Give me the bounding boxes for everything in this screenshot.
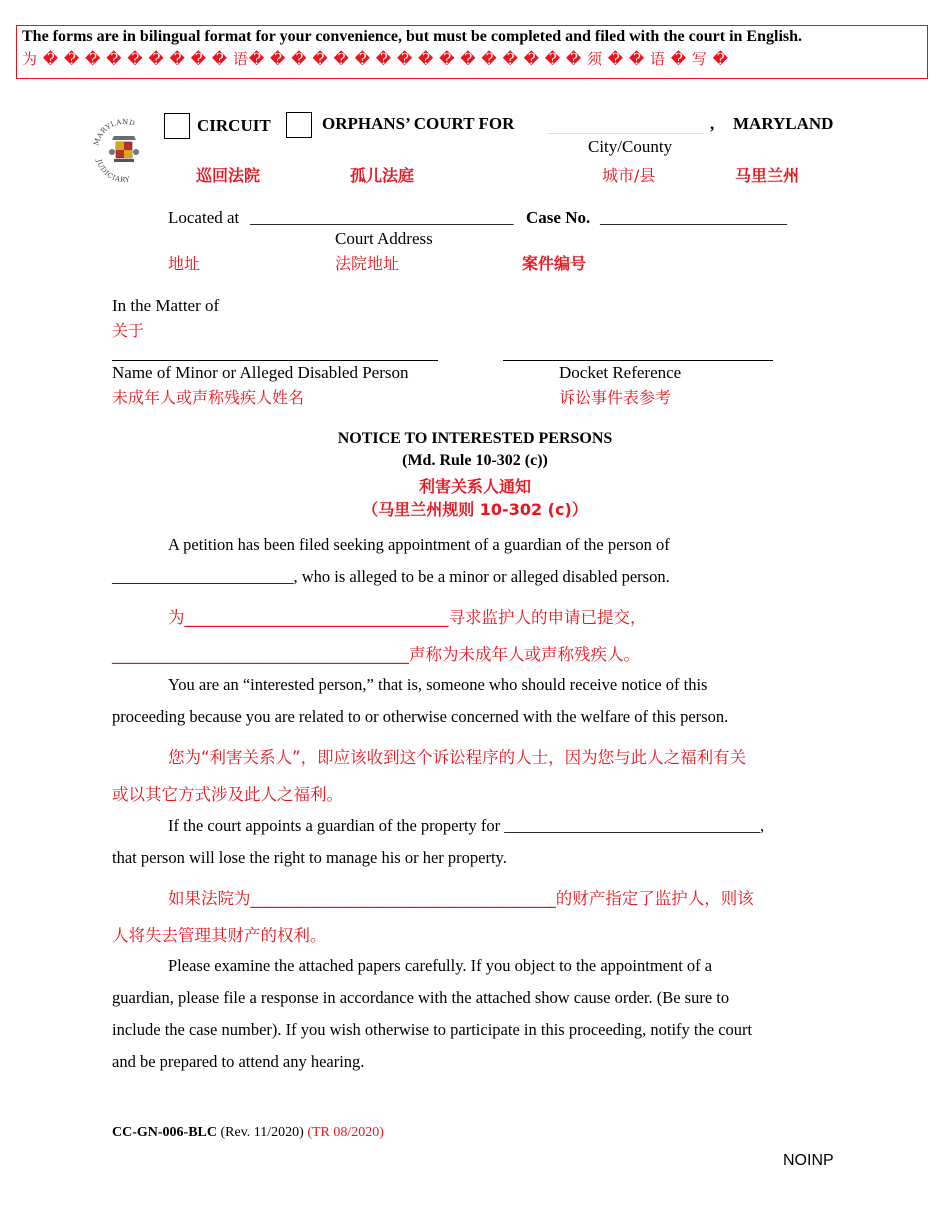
seal-bottom-text: JUDICIARY	[94, 158, 131, 185]
in-the-matter-of-label-zh: 关于	[112, 321, 145, 340]
paragraph-petition-zh-line2: ____________________________________声称为未成年人或声称残疾人。	[112, 645, 640, 664]
docket-reference-field[interactable]	[503, 360, 773, 361]
notice-rule-zh: （马里兰州规则 10-302 (c)）	[362, 500, 588, 519]
paragraph-property-guardian-line2: that person will lose the right to manage his or her property.	[112, 848, 507, 867]
city-county-caption-zh: 城市/县	[602, 166, 656, 185]
maryland-judiciary-seal-icon	[92, 112, 156, 186]
case-number-label: Case No.	[526, 208, 591, 227]
bilingual-notice-chinese: 为 � � � � � � � � � 语� � � � � � � � � � � � � � � � 须 � � 语 � 写 �	[22, 52, 730, 68]
orphans-court-label: ORPHANS’ COURT FOR	[322, 114, 515, 133]
case-number-label-zh: 案件编号	[522, 254, 587, 273]
paragraph-petition-line1: A petition has been filed seeking appointment of a guardian of the person of	[168, 535, 670, 554]
located-at-label: Located at	[168, 208, 240, 227]
paragraph-property-guardian-zh-line2: 人将失去管理其财产的权利。	[112, 926, 327, 945]
paragraph-property-guardian	[112, 810, 842, 874]
address-label-zh: 地址	[168, 254, 201, 273]
paragraph-instructions-line2: guardian, please file a response in accordance with the attached show cause order. (Be sure to	[112, 988, 730, 1007]
paragraph-interested-person	[112, 669, 842, 733]
paragraph-instructions-line1: Please examine the attached papers carefully. If you object to the appointment of a	[168, 956, 713, 975]
notice-title: NOTICE TO INTERESTED PERSONS	[337, 430, 613, 447]
docket-reference-caption: Docket Reference	[559, 363, 682, 382]
bilingual-notice-banner	[16, 25, 928, 79]
paragraph-interested-person-line2: proceeding because you are related to or otherwise concerned with the welfare of this person.	[112, 707, 729, 726]
paragraph-instructions-line3: include the case number). If you wish otherwise to participate in this proceeding, notify the court	[112, 1020, 753, 1039]
notice-rule: (Md. Rule 10-302 (c))	[402, 452, 548, 469]
paragraph-interested-person-line1: You are an “interested person,” that is, someone who should receive notice of this	[168, 675, 708, 694]
in-the-matter-of-label: In the Matter of	[112, 296, 220, 315]
orphans-court-label-zh: 孤儿法庭	[350, 166, 415, 185]
docket-reference-caption-zh: 诉讼事件表参考	[559, 388, 672, 407]
court-address-field[interactable]: _______________________________	[250, 208, 514, 227]
paragraph-instructions-line4: and be prepared to attend any hearing.	[112, 1052, 365, 1071]
form-id: CC-GN-006-BLC	[112, 1125, 217, 1140]
header-comma: ,	[710, 114, 715, 133]
form-footer	[112, 1125, 384, 1141]
paragraph-property-guardian-zh	[112, 880, 852, 954]
name-of-minor-caption-zh: 未成年人或声称残疾人姓名	[112, 388, 305, 407]
city-county-field[interactable]	[548, 133, 704, 134]
circuit-label: CIRCUIT	[197, 116, 271, 135]
paragraph-petition-zh	[112, 599, 852, 673]
form-code: NOINP	[783, 1152, 834, 1169]
circuit-checkbox[interactable]	[164, 113, 190, 139]
maryland-label-zh: 马里兰州	[735, 166, 800, 185]
bilingual-notice-english: The forms are in bilingual format for your convenience, but must be completed and filed with the court in English.	[22, 28, 803, 45]
court-address-caption-zh: 法院地址	[335, 254, 400, 273]
paragraph-petition-zh-line1: 为________________________________寻求监护人的申请已提交，	[168, 608, 647, 627]
form-revision: (Rev. 11/2020)	[220, 1125, 304, 1140]
paragraph-instructions	[112, 950, 842, 1078]
paragraph-interested-person-zh	[112, 739, 852, 813]
circuit-label-zh: 巡回法院	[196, 166, 261, 185]
notice-title-zh: 利害关系人通知	[418, 477, 531, 496]
paragraph-petition	[112, 529, 842, 593]
court-address-caption: Court Address	[335, 229, 433, 248]
seal-top-text: MARYLAND	[92, 117, 137, 147]
orphans-court-checkbox[interactable]	[286, 112, 312, 138]
name-of-minor-field[interactable]	[112, 360, 438, 361]
city-county-caption: City/County	[588, 137, 673, 156]
case-number-field[interactable]: ______________________	[600, 208, 787, 227]
form-translation-date: (TR 08/2020)	[307, 1125, 384, 1140]
paragraph-interested-person-zh-line2: 或以其它方式涉及此人之福利。	[112, 785, 343, 804]
name-of-minor-caption: Name of Minor or Alleged Disabled Person	[112, 363, 409, 382]
paragraph-interested-person-zh-line1: 您为“利害关系人”，即应该收到这个诉讼程序的人士，因为您与此人之福利有关	[168, 748, 747, 767]
maryland-label: MARYLAND	[733, 114, 834, 133]
paragraph-petition-line2: ______________________, who is alleged to be a minor or alleged disabled person.	[112, 567, 670, 586]
paragraph-property-guardian-zh-line1: 如果法院为_____________________________________的财产指定了监护人，则该	[168, 889, 754, 908]
paragraph-property-guardian-line1: If the court appoints a guardian of the property for _______________________________,	[168, 816, 765, 835]
